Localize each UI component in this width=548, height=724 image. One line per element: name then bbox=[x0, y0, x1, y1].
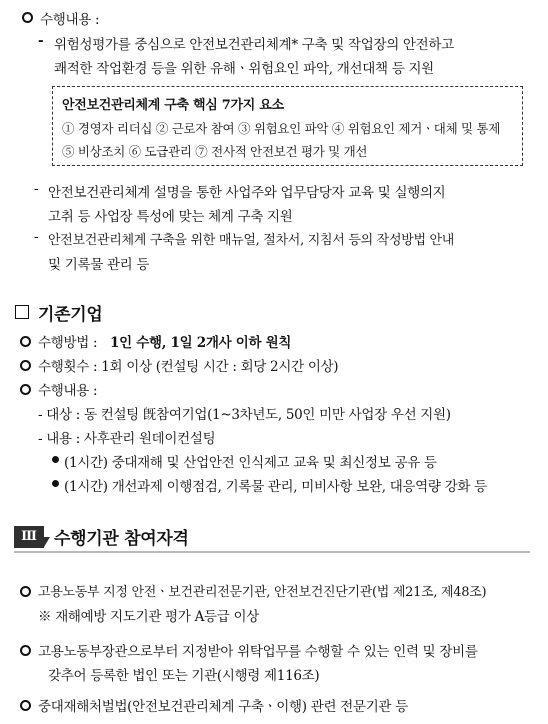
dash-bullet: - bbox=[38, 33, 44, 49]
text-line: 및 기록물 관리 등 bbox=[48, 257, 150, 273]
circle-bullet-icon bbox=[20, 336, 31, 347]
content-label: 수행내용 : bbox=[38, 383, 98, 399]
circle-bullet-icon bbox=[20, 360, 31, 371]
circle-bullet-icon bbox=[22, 12, 33, 23]
section-title: 수행기관 참여자격 bbox=[54, 529, 189, 549]
box-title: 안전보건관리체계 구축 핵심 7가지 요소 bbox=[62, 98, 284, 113]
badge-arrow-icon bbox=[38, 537, 50, 547]
section-title: 기존기업 bbox=[38, 305, 103, 325]
dash-bullet: - bbox=[34, 229, 39, 245]
text-line: 고취 등 사업장 특성에 맞는 체계 구축 지원 bbox=[48, 209, 293, 225]
circle-bullet-icon bbox=[20, 645, 31, 656]
box-line: ⑤ 비상조치 ⑥ 도급관리 ⑦ 전사적 안전보건 평가 및 개선 bbox=[62, 144, 368, 159]
count-text: 수행횟수 : 1회 이상 (컨설팅 시간 : 회당 2시간 이상) bbox=[38, 359, 339, 375]
method-label: 수행방법 : bbox=[38, 335, 98, 351]
circle-bullet-icon bbox=[20, 384, 31, 395]
method-value: 1인 수행, 1일 2개사 이하 원칙 bbox=[110, 335, 292, 351]
qualification-item: 갖추어 등록한 법인 또는 기관(시행령 제116조) bbox=[48, 668, 320, 684]
bullet-line: (1시간) 개선과제 이행점검, 기록물 관리, 미비사항 보완, 대응역량 강화 등 bbox=[64, 479, 487, 495]
circle-bullet-icon bbox=[20, 700, 31, 711]
qualification-item: 중대재해처벌법(안전보건관리체계 구축ㆍ이행) 관련 전문기관 등 bbox=[38, 699, 408, 715]
bullet-line: (1시간) 중대재해 및 산업안전 인식제고 교육 및 최신정보 공유 등 bbox=[64, 455, 437, 471]
text-line: 안전보건관리체계 구축을 위한 매뉴얼, 절차서, 지침서 등의 작성방법 안내 bbox=[48, 233, 455, 248]
text-line: 쾌적한 작업환경 등을 위한 유해ㆍ위험요인 파악, 개선대책 등 지원 bbox=[54, 61, 434, 77]
note-line: ※ 재해예방 지도기관 평가 A등급 이상 bbox=[38, 609, 259, 625]
filled-bullet-icon bbox=[52, 456, 59, 463]
qualification-item: 고용노동부 지정 안전ㆍ보건관리전문기관, 안전보건진단기관(법 제21조, 제48조) bbox=[38, 585, 487, 600]
circle-bullet-icon bbox=[20, 586, 31, 597]
target-line: - 대상 : 동 컨설팅 旣참여기업(1~3차년도, 50인 미만 사업장 우선 지원) bbox=[38, 407, 451, 423]
box-line: ① 경영자 리더십 ② 근로자 참여 ③ 위험요인 파악 ④ 위험요인 제거ㆍ대체 및 통제 bbox=[62, 121, 501, 136]
text-line: 위험성평가를 중심으로 안전보건관리체계* 구축 및 작업장의 안전하고 bbox=[54, 37, 454, 53]
content-label: 수행내용 : bbox=[40, 12, 100, 28]
section-underline bbox=[14, 551, 530, 553]
dash-bullet: - bbox=[34, 181, 39, 197]
filled-bullet-icon bbox=[52, 480, 59, 487]
text-line: 안전보건관리체계 설명을 통한 사업주와 업무담당자 교육 및 실행의지 bbox=[48, 185, 446, 201]
content-line: - 내용 : 사후관리 원데이컨설팅 bbox=[38, 431, 216, 447]
roman-numeral-badge: Ⅲ bbox=[14, 526, 44, 548]
square-bullet-icon bbox=[15, 305, 29, 319]
qualification-item: 고용노동부장관으로부터 지정받아 위탁업무를 수행할 수 있는 인력 및 장비를 bbox=[38, 644, 478, 660]
